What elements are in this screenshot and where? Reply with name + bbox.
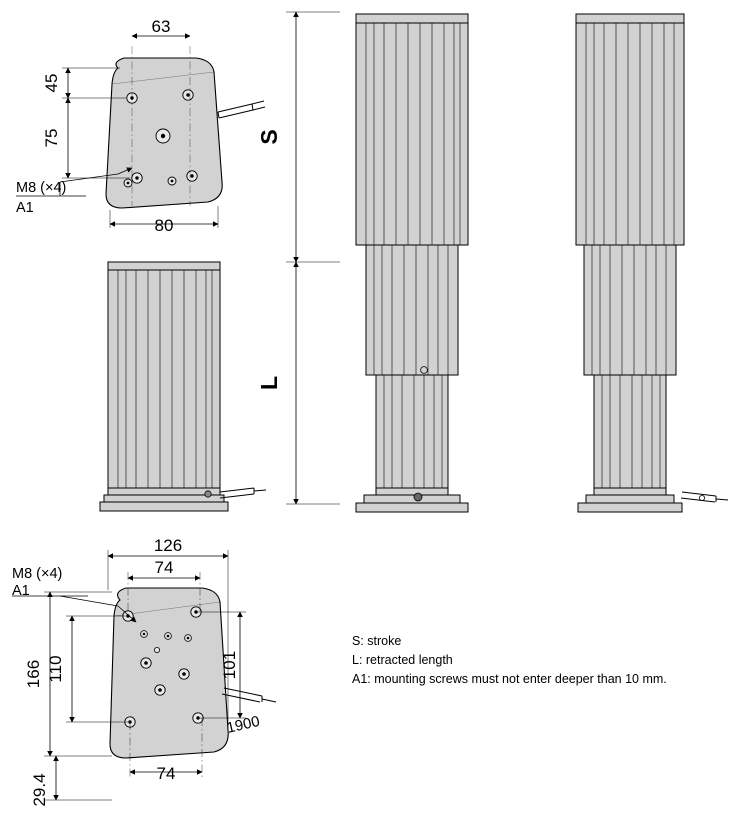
cable-stub-retracted (220, 488, 266, 498)
dim-upper-width-top: 63 (151, 17, 171, 36)
dim-base-height-110: 110 (46, 655, 65, 683)
legend-line-retracted: L: retracted length (352, 653, 453, 667)
label-stroke-S: S (256, 129, 282, 145)
note-m8-upper: M8 (×4) (16, 180, 67, 196)
dim-base-offset-294: 29.4 (30, 773, 49, 807)
dim-base-height-166: 166 (24, 659, 43, 689)
dim-base-width-74-bottom: 74 (156, 764, 176, 783)
side-view-extended (576, 14, 728, 512)
legend-line-stroke: S: stroke (352, 634, 402, 648)
dim-base-width-74-top: 74 (154, 558, 174, 577)
dim-base-width-126: 126 (153, 536, 183, 555)
label-retracted-L: L (256, 375, 282, 391)
cable-stub-side-extended (681, 492, 728, 502)
dim-base-height-101: 101 (220, 650, 239, 680)
dim-cable-length: 1900 (225, 712, 262, 737)
note-a1-base: A1 (12, 583, 30, 599)
dim-upper-offset-45: 45 (42, 73, 61, 93)
legend-line-a1: A1: mounting screws must not enter deeper than 10 mm. (352, 672, 667, 686)
dim-upper-width-bottom: 80 (154, 216, 174, 235)
cable-base-plate (222, 688, 276, 702)
note-a1-upper: A1 (16, 200, 34, 216)
dim-upper-offset-75: 75 (42, 128, 61, 148)
stroke-retracted-dimension-column (286, 12, 340, 504)
cable-stub-upper (218, 101, 265, 118)
note-m8-base: M8 (×4) (12, 566, 63, 582)
legend (352, 632, 667, 689)
front-view-extended (356, 14, 468, 512)
side-view-retracted (100, 262, 266, 511)
